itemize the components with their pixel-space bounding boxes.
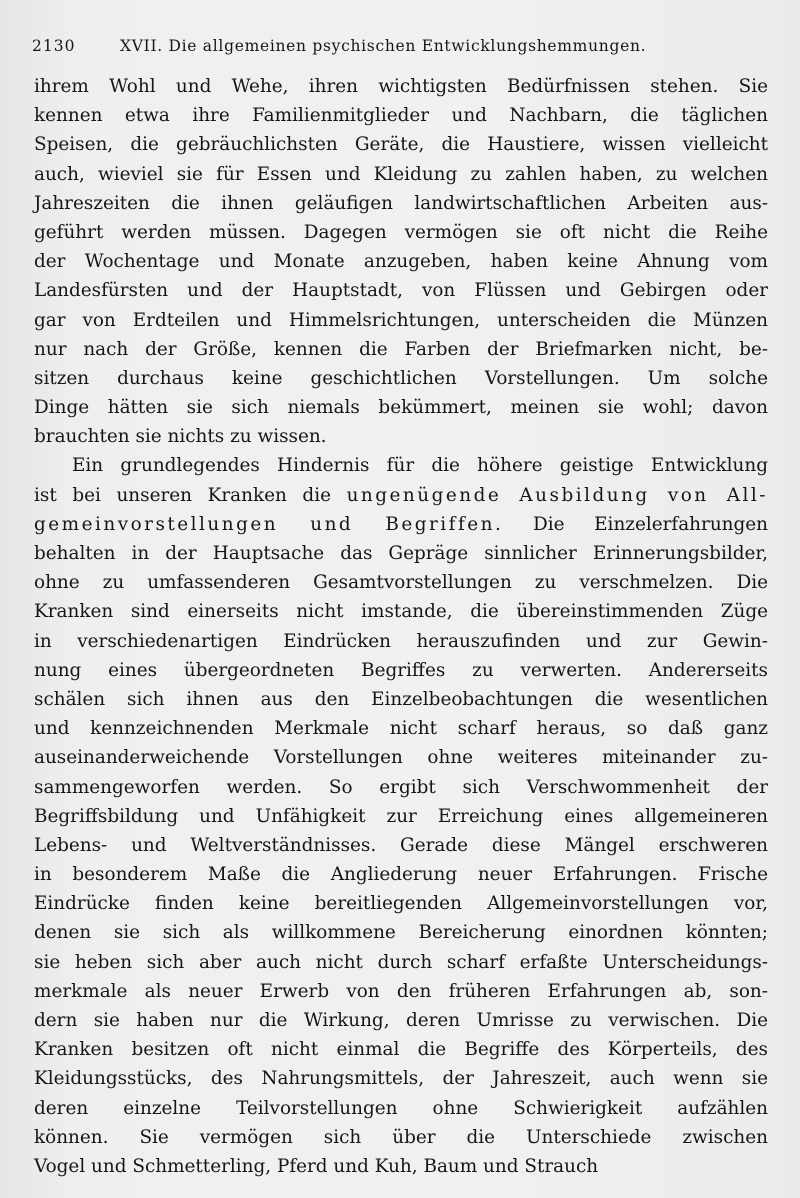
text-line: brauchten sie nichts zu wissen. [34,426,327,448]
text-line: in besonderem Maße die Angliederung neuer Erfahrungen. Frische [34,864,768,886]
text-line: kennen etwa ihre Familienmitglieder und Nachbarn, die täglichen [34,105,768,127]
text-line: Kleidungsstücks, des Nahrungsmittels, der Jahreszeit, auch wenn sie [34,1068,768,1090]
text-line: merkmale als neuer Erwerb von den früheren Erfahrungen ab, son- [34,980,768,1002]
text-line: nur nach der Größe, kennen die Farben der Briefmarken nicht, be- [34,338,768,360]
text-run: ist bei unseren Kranken die [34,484,347,506]
text-line: sammengeworfen werden. So ergibt sich Verschwommenheit der [34,776,768,798]
text-line: sitzen durchaus keine geschichtlichen Vorstellungen. Um solche [34,367,768,389]
text-line: ohne zu umfassenderen Gesamtvorstellungen zu verschmelzen. Die [34,572,768,594]
text-line: geführt werden müssen. Dagegen vermögen sie oft nicht die Reihe [34,221,768,243]
text-line: Kranken sind einerseits nicht imstande, die übereinstimmenden Züge [34,601,768,623]
page-header [32,37,772,61]
text-line: Dinge hätten sie sich niemals bekümmert, meinen sie wohl; davon [34,397,768,419]
text-line: schälen sich ihnen aus den Einzelbeobachtungen die wesentlichen [34,688,768,710]
text-line: Begriffsbildung und Unfähigkeit zur Erreichung eines allgemeineren [34,805,768,827]
text-line: Eindrücke finden keine bereitliegenden Allgemeinvorstellungen vor, [34,893,768,915]
text-line: denen sie sich als willkommene Bereicherung einordnen könnten; [34,922,768,944]
text-line: behalten in der Hauptsache das Gepräge sinnlicher Erinnerungsbilder, [34,543,768,564]
text-line: Kranken besitzen oft nicht einmal die Begriffe des Körperteils, des [34,1039,768,1061]
text-line: gar von Erdteilen und Himmelsrichtungen, unterscheiden die Münzen [34,309,768,331]
text-line: auch, wieviel sie für Essen und Kleidung zu zahlen haben, zu welchen [34,163,768,185]
body-text [34,72,768,1181]
text-line: können. Sie vermögen sich über die Unterschiede zwischen [34,1126,768,1148]
text-run: Die Einzelerfahrungen [503,513,769,535]
text-line: Landesfürsten und der Hauptstadt, von Flüssen und Gebirgen oder [34,280,768,302]
text-line: Jahreszeiten die ihnen geläufigen landwirtschaftlichen Arbeiten aus- [34,192,768,214]
text-line: nung eines übergeordneten Begriffes zu verwerten. Andererseits [34,659,768,681]
text-line: sie heben sich aber auch nicht durch scharf erfaßte Unterscheidungs- [34,951,768,973]
text-line: ihrem Wohl und Wehe, ihren wichtigsten Bedürfnissen stehen. Sie [34,76,768,97]
text-line: Vogel und Schmetterling, Pferd und Kuh, Baum und Strauch [34,1155,599,1177]
page-number: 2130 [32,37,76,55]
text-line: und kennzeichnenden Merkmale nicht scharf heraus, so daß ganz [34,718,768,740]
text-line: dern sie haben nur die Wirkung, deren Umrisse zu verwischen. Die [34,1010,768,1031]
text-line: Speisen, die gebräuchlichsten Geräte, die Haustiere, wissen vielleicht [34,134,768,156]
text-line [34,481,768,510]
text-line: Ein grundlegendes Hindernis für die höhere geistige Entwicklung [72,455,768,477]
text-line: deren einzelne Teilvorstellungen ohne Schwierigkeit aufzählen [34,1097,768,1119]
running-head: XVII. Die allgemeinen psychischen Entwicklungshemmungen. [120,37,647,55]
text-line: auseinanderweichende Vorstellungen ohne weiteres miteinander zu- [34,747,768,769]
text-line: Lebens- und Weltverständnisses. Gerade diese Mängel erschweren [34,834,768,856]
text-line: in verschiedenartigen Eindrücken herauszufinden und zur Gewin- [34,630,768,652]
emphasized-text: ungenügende Ausbildung von All- [346,484,768,506]
emphasized-text: gemeinvorstellungen und Begriffen. [34,513,504,535]
text-line [34,510,768,539]
text-line: der Wochentage und Monate anzugeben, haben keine Ahnung vom [34,251,768,273]
